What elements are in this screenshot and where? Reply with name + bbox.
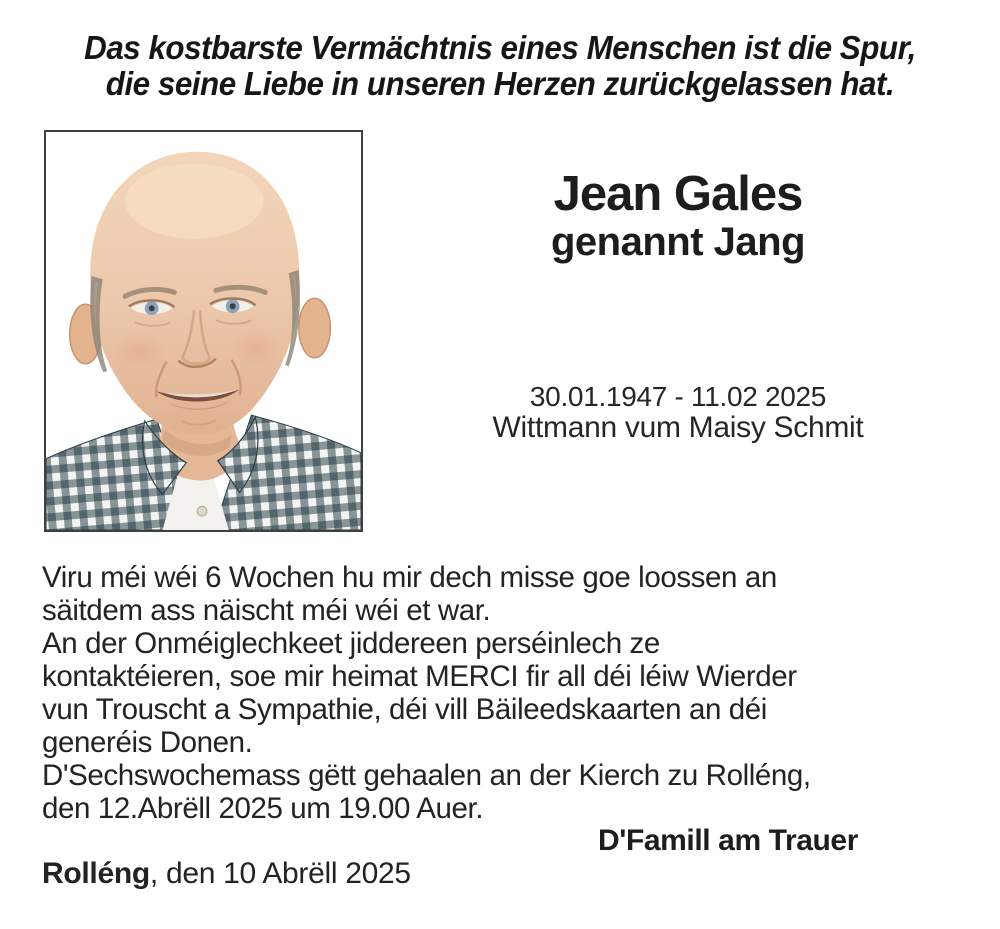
epigraph	[25, 30, 975, 102]
notice-body	[42, 561, 962, 825]
body-line-4: kontaktéieren, soe mir heimat MERCI fir all déi léiw Wierder	[42, 660, 797, 693]
body-line-8: den 12.Abrëll 2025 um 19.00 Auer.	[42, 792, 484, 825]
deceased-nickname: genannt Jang	[550, 220, 806, 264]
body-line-7: D'Sechswochemass gëtt gehaalen an der Kierch zu Rolléng,	[42, 759, 811, 792]
body-line-5: vun Trouscht a Sympathie, déi vill Bäileedskaarten an déi	[42, 693, 767, 726]
deceased-name: Jean Gales	[553, 167, 803, 221]
epigraph-line-2: die seine Liebe in unseren Herzen zurückgelassen hat.	[105, 65, 895, 102]
body-line-1: Viru méi wéi 6 Wochen hu mir dech misse goe loossen an	[42, 561, 777, 594]
dateline-place: Rolléng	[42, 857, 150, 890]
epigraph-line-1: Das kostbarste Vermächtnis eines Menschen ist die Spur,	[84, 29, 916, 66]
family-origin: Wittmann vum Maisy Schmit	[492, 411, 864, 444]
dateline-date: , den 10 Abrëll 2025	[149, 857, 411, 890]
place-dateline	[42, 857, 411, 891]
family-signature: D'Famill am Trauer	[597, 824, 858, 857]
portrait-photo	[44, 130, 363, 532]
deceased-header	[400, 130, 956, 444]
body-line-2: säitdem ass näischt méi wéi et war.	[42, 594, 491, 627]
portrait-illustration	[46, 132, 361, 530]
life-dates: 30.01.1947 - 11.02 2025	[529, 381, 827, 412]
body-line-3: An der Onméiglechkeet jiddereen perséinlech ze	[42, 627, 660, 660]
body-line-6: generéis Donen.	[42, 726, 253, 759]
